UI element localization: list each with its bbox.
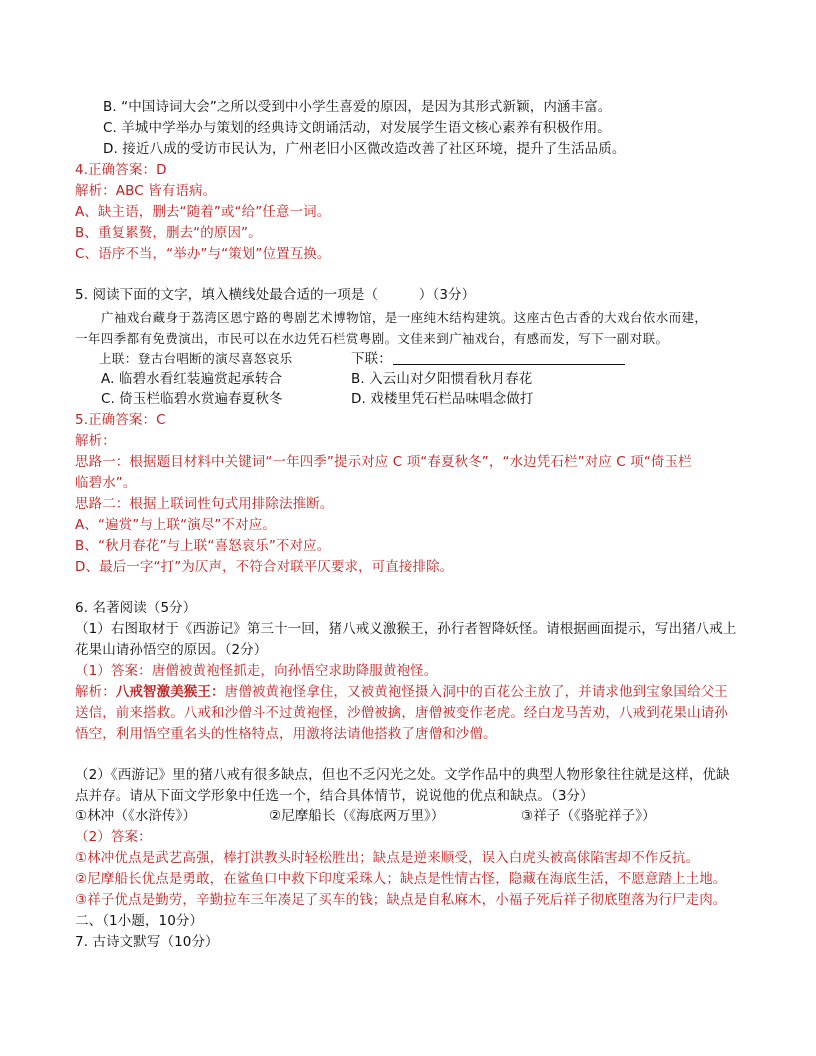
q6-part1-analysis-line1 bbox=[75, 682, 728, 702]
q6-part1-analysis-line2: 送信，前来搭救。八戒和沙僧斗不过黄袍怪，沙僧被擒，唐僧被变作老虎。经白龙马苦劝，八戒到花果山请孙 bbox=[75, 705, 728, 721]
q4-option-c: C. 羊城中学举办与策划的经典诗文朗诵活动，对发展学生语文核心素养有积极作用。 bbox=[103, 120, 611, 136]
q4-option-d: D. 接近八成的受访市民认为，广州老旧小区微改造改善了社区环境，提升了生活品质。 bbox=[103, 141, 626, 157]
q5-option-c: C. 倚玉栏临碧水赏遍春夏秋冬 bbox=[101, 391, 283, 407]
q6-part1-line1: （1）右图取材于《西游记》第三十一回，猪八戒义激猴王，孙行者智降妖怪。请根据画面提示，写出猪八戒上 bbox=[75, 621, 737, 637]
q5-passage-line2: 一年四季都有免费演出，市民可以在水边凭石栏赏粤剧。文佳来到广袖戏台，有感而发，写下一副对联。 bbox=[75, 331, 669, 346]
q5-answer-blank bbox=[393, 364, 625, 365]
q5-idea1-line2: 临碧水”。 bbox=[75, 475, 137, 491]
q6-choice-2: ②尼摩船长（《海底两万里》） bbox=[269, 808, 445, 824]
q4-analysis-a: A、缺主语，删去“随着”或“给”任意一词。 bbox=[75, 204, 331, 220]
q5-idea2: 思路二：根据上联词性句式用排除法推断。 bbox=[75, 496, 334, 512]
q5-option-d: D. 戏楼里凭石栏品味唱念做打 bbox=[351, 391, 534, 407]
q5-option-b: B. 入云山对夕阳惯看秋月春花 bbox=[351, 371, 533, 387]
q5-upper-couplet: 上联：登古台唱断的演尽喜怒哀乐 bbox=[99, 351, 293, 366]
q6-part2-line2: 点并存。请从下面文学形象中任选一个，结合具体情节，说说他的优点和缺点。（3分） bbox=[75, 788, 594, 804]
q4-option-b: B. “中国诗词大会”之所以受到中小学生喜爱的原因，是因为其形式新颖，内涵丰富。 bbox=[103, 99, 612, 115]
q6-part1-line2: 花果山请孙悟空的原因。（2分） bbox=[75, 642, 268, 658]
q5-option-a: A. 临碧水看红装遍赏起承转合 bbox=[101, 371, 283, 387]
q5-stem: 5. 阅读下面的文字，填入横线处最合适的一项是（ ）（3分） bbox=[75, 287, 476, 303]
q6-choice-1: ①林冲（《水浒传》） bbox=[75, 808, 197, 824]
q5-answer: 5.正确答案：C bbox=[75, 412, 166, 428]
q5-analysis-label: 解析： bbox=[75, 433, 116, 449]
q4-answer: 4.正确答案：D bbox=[75, 162, 167, 178]
q4-analysis-c: C、语序不当，“举办”与“策划”位置互换。 bbox=[75, 246, 331, 262]
q6-part1-analysis-heading: 八戒智激美猴王： bbox=[115, 684, 225, 700]
q5-idea1-line1: 思路一：根据题目材料中关键词“一年四季”提示对应 C 项“春夏秋冬”，“水边凭石栏”对应 C 项“倚玉栏 bbox=[75, 454, 692, 470]
q5-exclude-a: A、“遍赏”与上联“演尽”不对应。 bbox=[75, 517, 276, 533]
q6-part1-analysis-text: 唐僧被黄袍怪拿住，又被黄袍怪摄入洞中的百花公主放了，并请求他到宝象国给父王 bbox=[224, 684, 728, 700]
q5-exclude-b: B、“秋月春花”与上联“喜怒哀乐”不对应。 bbox=[75, 538, 331, 554]
q7-title: 7. 古诗文默写（10分） bbox=[75, 934, 219, 950]
q6-choice-3: ③祥子（《骆驼祥子》） bbox=[521, 808, 656, 824]
q6-part2-line1: （2）《西游记》里的猪八戒有很多缺点，但也不乏闪光之处。文学作品中的典型人物形象往往就是这样，优缺 bbox=[75, 767, 730, 783]
q4-analysis-label: 解析：ABC 皆有语病。 bbox=[75, 183, 217, 199]
q5-exclude-d: D、最后一字“打”为仄声，不符合对联平仄要求，可直接排除。 bbox=[75, 559, 454, 575]
q6-part2-answer-label: （2）答案： bbox=[75, 829, 152, 845]
q6-part1-analysis-line3: 悟空，利用悟空重名头的性格特点，用激将法请他搭救了唐僧和沙僧。 bbox=[75, 726, 497, 742]
q6-part1-answer: （1）答案：唐僧被黄袍怪抓走，向孙悟空求助降服黄袍怪。 bbox=[75, 663, 438, 679]
q5-passage-line1: 广袖戏台藏身于荔湾区恩宁路的粤剧艺术博物馆，是一座纯木结构建筑。这座古色古香的大戏台依水而建， bbox=[101, 310, 708, 325]
q6-title: 6. 名著阅读（5分） bbox=[75, 600, 197, 616]
q6-part2-answer-1: ①林冲优点是武艺高强，棒打洪教头时轻松胜出；缺点是逆来顺受，误入白虎头被高俅陷害却不作反抗。 bbox=[75, 850, 700, 866]
q6-part2-answer-2: ②尼摩船长优点是勇敢，在鲨鱼口中救下印度采珠人；缺点是性情古怪，隐藏在海底生活，不愿意踏上土地。 bbox=[75, 871, 727, 887]
q6-part2-answer-3: ③祥子优点是勤劳，辛勤拉车三年凑足了买车的钱；缺点是自私麻木，小福子死后祥子彻底堕落为行尸走肉。 bbox=[75, 892, 727, 908]
section2-heading: 二、（1小题，10分） bbox=[75, 913, 204, 929]
q5-lower-couplet-label: 下联： bbox=[351, 351, 392, 367]
q6-part1-analysis-prefix: 解析： bbox=[75, 684, 116, 700]
q4-analysis-b: B、重复累赘，删去“的原因”。 bbox=[75, 225, 262, 241]
